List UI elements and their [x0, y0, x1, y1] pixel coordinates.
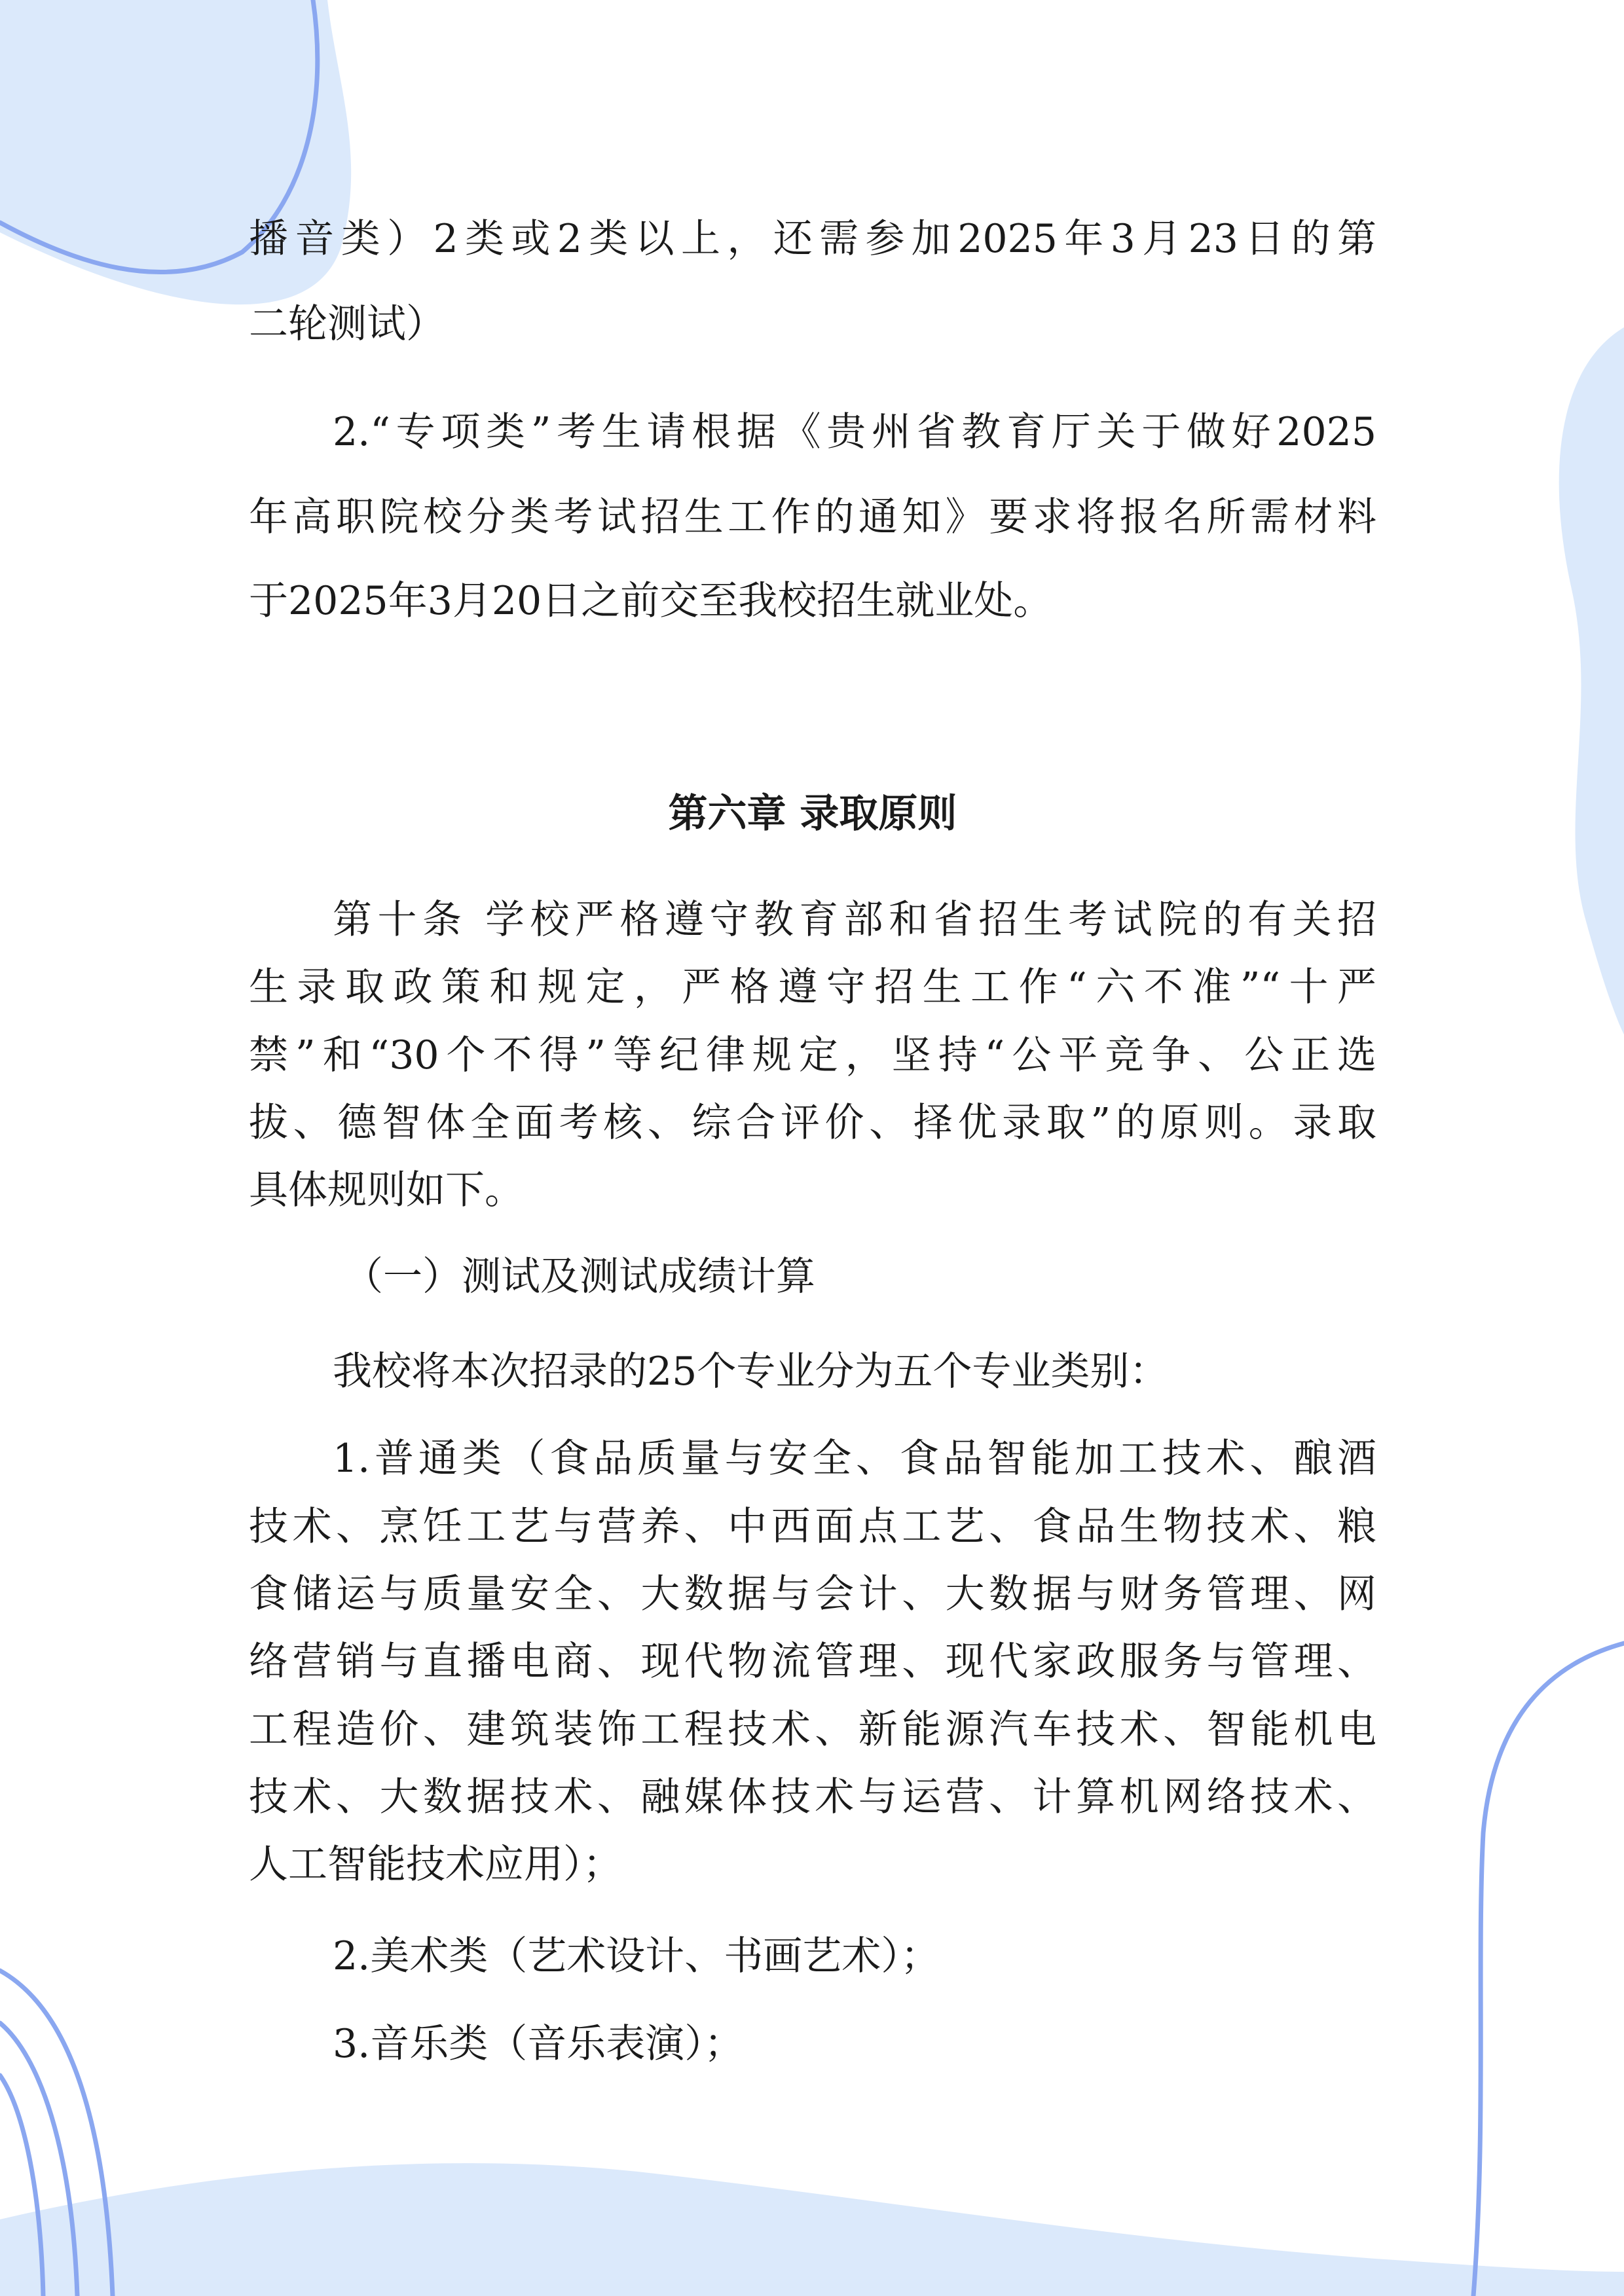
text-line: 具体规则如下。 [249, 1167, 524, 1213]
text-line: 播音类）2类或2类以上，还需参加2025年3月23日的第 [249, 216, 1376, 262]
decor-blob-right [1559, 327, 1624, 1034]
text-line: 3.音乐类（音乐表演）； [333, 2021, 744, 2067]
text-line: 生录取政策和规定，严格遵守招生工作“六不准”“十严 [249, 964, 1376, 1010]
text-line: 我校将本次招录的25个专业分为五个专业类别： [333, 1349, 1169, 1394]
text-line: 1.普通类（食品质量与安全、食品智能加工技术、酿酒 [333, 1436, 1376, 1482]
text-line: 拔、德智体全面考核、综合评价、择优录取”的原则。录取 [249, 1100, 1376, 1146]
text-line: 络营销与直播电商、现代物流管理、现代家政服务与管理、 [249, 1639, 1376, 1685]
text-line: 2.美术类（艺术设计、书画艺术）； [333, 1933, 940, 1979]
section-subheading: （一）测试及测试成绩计算 [344, 1254, 815, 1300]
text-line: 2.“专项类”考生请根据《贵州省教育厅关于做好2025 [333, 409, 1376, 455]
text-line: 技术、烹饪工艺与营养、中西面点工艺、食品生物技术、粮 [249, 1504, 1376, 1550]
decor-curve-bottom-right [1473, 1643, 1624, 2296]
text-line: 年高职院校分类考试招生工作的通知》要求将报名所需材料 [249, 494, 1376, 540]
text-line: 人工智能技术应用）； [249, 1842, 622, 1887]
text-line: 技术、大数据技术、融媒体技术与运营、计算机网络技术、 [249, 1774, 1376, 1820]
text-line: 食储运与质量安全、大数据与会计、大数据与财务管理、网 [249, 1571, 1376, 1617]
text-line: 第十条 学校严格遵守教育部和省招生考试院的有关招 [333, 897, 1376, 943]
text-line: 于2025年3月20日之前交至我校招生就业处。 [249, 578, 1053, 624]
text-line: 禁”和“30个不得”等纪律规定，坚持“公平竞争、公正选 [249, 1032, 1376, 1078]
text-line: 二轮测试） [249, 301, 445, 347]
decor-wave-bottom [0, 2163, 1624, 2296]
text-line: 工程造价、建筑装饰工程技术、新能源汽车技术、智能机电 [249, 1707, 1376, 1753]
chapter-heading: 第六章 录取原则 [668, 791, 957, 837]
